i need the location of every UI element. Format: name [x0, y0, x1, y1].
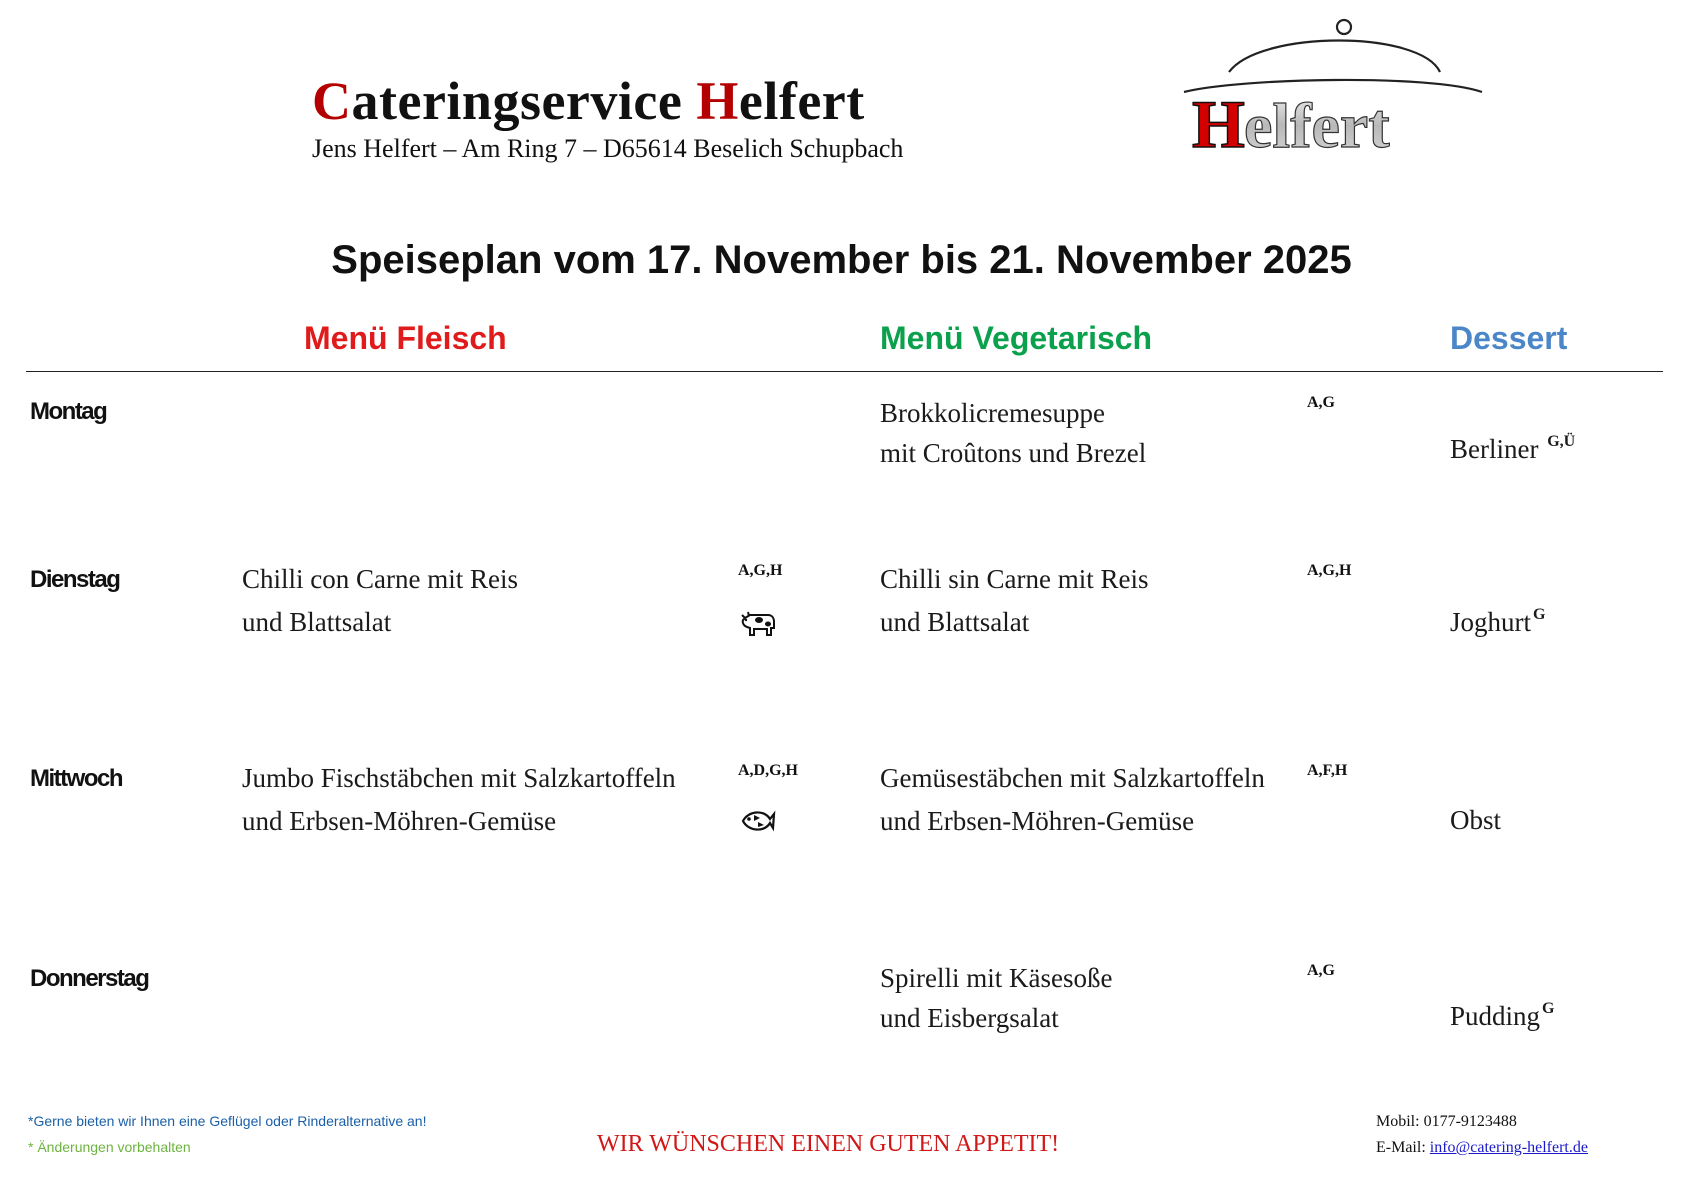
- column-header-fleisch: Menü Fleisch: [304, 320, 507, 356]
- fleisch-dish-mittwoch: [242, 758, 676, 841]
- column-header-vegetarisch: Menü Vegetarisch: [880, 320, 1153, 356]
- day-label-mittwoch: Mittwoch: [30, 765, 122, 792]
- contact-mobile: Mobil: 0177-9123488: [1376, 1113, 1517, 1130]
- contact-email: [1376, 1139, 1588, 1157]
- day-label-donnerstag: Donnerstag: [30, 965, 149, 992]
- dessert-mittwoch: [1450, 805, 1501, 836]
- dessert-name: Joghurt: [1450, 607, 1531, 637]
- helfert-logo: [1180, 12, 1500, 162]
- dessert-name: Berliner: [1450, 434, 1546, 464]
- veg-allergens-montag: A,G: [1307, 394, 1335, 411]
- veg-dish-line2: und Blattsalat: [880, 607, 1030, 637]
- veg-allergens-donnerstag: A,G: [1307, 962, 1335, 979]
- logo-letter-h: H: [1192, 86, 1245, 162]
- company-name-part1: ateringservice: [351, 71, 697, 131]
- veg-allergens-mittwoch: A,F,H: [1307, 762, 1348, 779]
- day-label-montag: Montag: [30, 398, 107, 425]
- footer-note-alternative: *Gerne bieten wir Ihnen eine Geflügel oder Rinderalternative an!: [28, 1113, 427, 1129]
- dessert-montag: [1450, 433, 1575, 465]
- email-label: E-Mail:: [1376, 1139, 1430, 1156]
- veg-dish-line1: Chilli sin Carne mit Reis: [880, 564, 1149, 594]
- dessert-name: Pudding: [1450, 1001, 1541, 1031]
- fleisch-dish-line1: Chilli con Carne mit Reis: [242, 564, 518, 594]
- fleisch-allergens-dienstag: A,G,H: [738, 562, 783, 579]
- header-divider: [26, 371, 1663, 372]
- company-address: Jens Helfert – Am Ring 7 – D65614 Beselich Schupbach: [312, 134, 904, 163]
- column-header-dessert: Dessert: [1450, 320, 1568, 356]
- dessert-dienstag: [1450, 606, 1545, 638]
- cloche-icon: [1180, 12, 1500, 162]
- email-link[interactable]: info@catering-helfert.de: [1429, 1139, 1588, 1156]
- company-initial-c: C: [312, 71, 352, 131]
- company-name: [312, 70, 865, 132]
- dessert-allergens: G,Ü: [1547, 433, 1576, 450]
- veg-dish-line2: und Erbsen-Möhren-Gemüse: [880, 806, 1195, 836]
- veg-dish-line1: Gemüsestäbchen mit Salzkartoffeln: [880, 763, 1265, 793]
- dessert-allergens: G: [1542, 1000, 1555, 1017]
- veg-allergens-dienstag: A,G,H: [1307, 562, 1352, 579]
- footer-note-changes: * Änderungen vorbehalten: [28, 1139, 191, 1155]
- day-label-dienstag: Dienstag: [30, 566, 120, 593]
- fish-icon: [740, 806, 776, 836]
- fleisch-dish-line2: und Erbsen-Möhren-Gemüse: [242, 806, 557, 836]
- company-name-part2: elfert: [738, 71, 865, 131]
- veg-dish-mittwoch: [880, 758, 1265, 841]
- veg-dish-line2: mit Croûtons und Brezel: [880, 438, 1147, 468]
- dessert-allergens: G: [1533, 606, 1546, 623]
- veg-dish-donnerstag: [880, 958, 1112, 1038]
- fleisch-dish-line1: Jumbo Fischstäbchen mit Salzkartoffeln: [242, 763, 676, 793]
- cow-icon: [740, 609, 776, 639]
- page-title: Speiseplan vom 17. November bis 21. November 2025: [331, 238, 1352, 282]
- logo-text-rest: elfert: [1244, 90, 1390, 161]
- veg-dish-line1: Brokkolicremesuppe: [880, 398, 1105, 428]
- veg-dish-line1: Spirelli mit Käsesoße: [880, 963, 1113, 993]
- fleisch-dish-dienstag: [242, 559, 518, 642]
- veg-dish-montag: [880, 393, 1146, 473]
- veg-dish-line2: und Eisbergsalat: [880, 1003, 1059, 1033]
- dessert-donnerstag: [1450, 1000, 1554, 1032]
- veg-dish-dienstag: [880, 559, 1149, 642]
- footer-appetite-wish: WIR WÜNSCHEN EINEN GUTEN APPETIT!: [597, 1131, 1060, 1157]
- company-initial-h: H: [696, 71, 739, 131]
- fleisch-dish-line2: und Blattsalat: [242, 607, 392, 637]
- fleisch-allergens-mittwoch: A,D,G,H: [738, 762, 798, 779]
- dessert-name: Obst: [1450, 805, 1502, 835]
